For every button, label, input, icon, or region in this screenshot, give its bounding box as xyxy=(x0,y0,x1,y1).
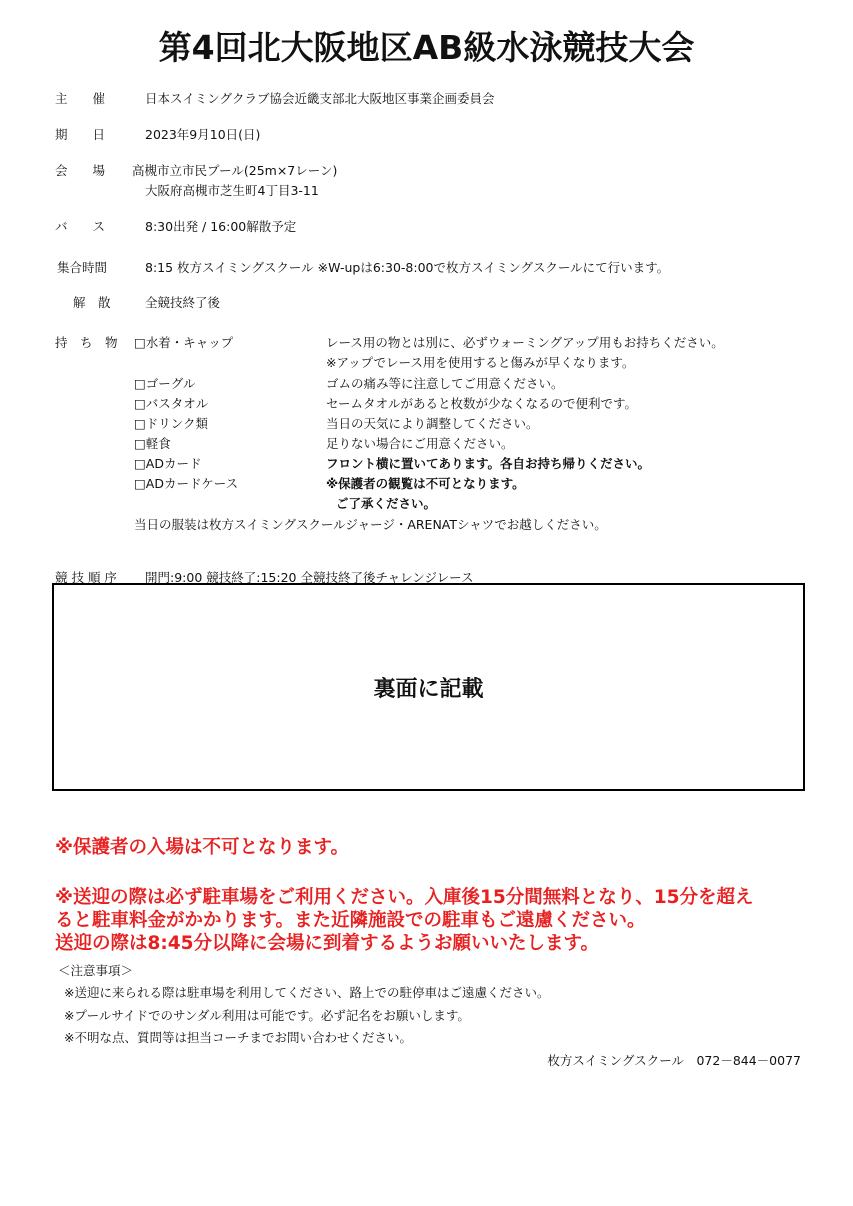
item-goggles: □ゴーグル xyxy=(134,376,196,391)
item-swimsuit-note2: ※アップでレース用を使用すると傷みが早くなります。 xyxy=(326,355,635,370)
bus-value: 8:30出発 / 16:00解散予定 xyxy=(145,219,297,234)
item-drinks-note: 当日の天気により調整してください。 xyxy=(326,416,539,431)
item-adcard-case-note: ※保護者の観覧は不可となります。 xyxy=(326,476,525,491)
item-drinks: □ドリンク類 xyxy=(134,416,209,431)
item-snack: □軽食 xyxy=(134,436,171,451)
box-text: 裏面に記載 xyxy=(373,676,484,702)
date-label: 期 日 xyxy=(55,127,106,142)
notes-heading: ＜注意事項＞ xyxy=(58,963,134,978)
item-towel-note: セームタオルがあると枚数が少なくなるので便利です。 xyxy=(326,396,638,411)
meeting-value: 8:15 枚方スイミングスクール ※W-upは6:30-8:00で枚方スイミングスクールにて行います。 xyxy=(145,260,670,275)
item-swimsuit: □水着・キャップ xyxy=(134,335,234,350)
red-notice-parking-2: ると駐車料金がかかります。また近隣施設での駐車もご遠慮ください。 xyxy=(55,910,646,931)
notes-item: ※送迎に来られる際は駐車場を利用してください、路上での駐停車はご遠慮ください。 xyxy=(64,985,550,1000)
red-notice-arrival: 送迎の際は8:45分以降に会場に到着するようお願いいたします。 xyxy=(55,933,600,954)
bus-label: バ ス xyxy=(55,219,106,234)
dismissal-value: 全競技終了後 xyxy=(145,295,221,310)
event-order-box xyxy=(52,583,805,791)
item-towel: □バスタオル xyxy=(134,396,209,411)
belongings-label: 持 ち 物 xyxy=(55,335,118,350)
page-title: 第4回北大阪地区AB級水泳競技大会 xyxy=(158,28,695,67)
organizer-value: 日本スイミングクラブ協会近畿支部北大阪地区事業企画委員会 xyxy=(145,91,495,106)
venue-address: 大阪府高槻市芝生町4丁目3-11 xyxy=(145,183,319,198)
item-adcard: □ADカード xyxy=(134,456,202,471)
order-label: 競 技 順 序 xyxy=(55,570,117,585)
venue-label: 会 場 xyxy=(55,163,106,178)
dress-code: 当日の服装は枚方スイミングスクールジャージ・ARENATシャツでお越しください。 xyxy=(134,517,607,532)
item-swimsuit-note: レース用の物とは別に、必ずウォーミングアップ用もお持ちください。 xyxy=(326,335,724,350)
organizer-label: 主 催 xyxy=(55,91,106,106)
dismissal-label: 解 散 xyxy=(73,295,111,310)
item-goggles-note: ゴムの痛み等に注意してご用意ください。 xyxy=(326,376,564,391)
venue-name: 高槻市立市民プール(25m×7レーン) xyxy=(132,163,338,178)
red-notice-guardian: ※保護者の入場は不可となります。 xyxy=(55,837,350,858)
item-snack-note: 足りない場合にご用意ください。 xyxy=(326,436,514,451)
footer-contact: 枚方スイミングスクール 072－844－0077 xyxy=(547,1053,801,1068)
item-adcard-case-note2: ご了承ください。 xyxy=(336,496,437,511)
red-notice-parking-1: ※送迎の際は必ず駐車場をご利用ください。入庫後15分間無料となり、15分を超え xyxy=(55,887,754,908)
meeting-label: 集合時間 xyxy=(57,260,108,275)
order-value: 開門:9:00 競技終了:15:20 全競技終了後チャレンジレース xyxy=(145,570,474,585)
notes-item: ※不明な点、質問等は担当コーチまでお問い合わせください。 xyxy=(64,1030,412,1045)
item-adcard-case: □ADカードケース xyxy=(134,476,239,491)
notes-item: ※プールサイドでのサンダル利用は可能です。必ず記名をお願いします。 xyxy=(64,1008,470,1023)
item-adcard-note: フロント横に置いてあります。各自お持ち帰りください。 xyxy=(326,456,651,471)
date-value: 2023年9月10日(日) xyxy=(145,127,261,142)
